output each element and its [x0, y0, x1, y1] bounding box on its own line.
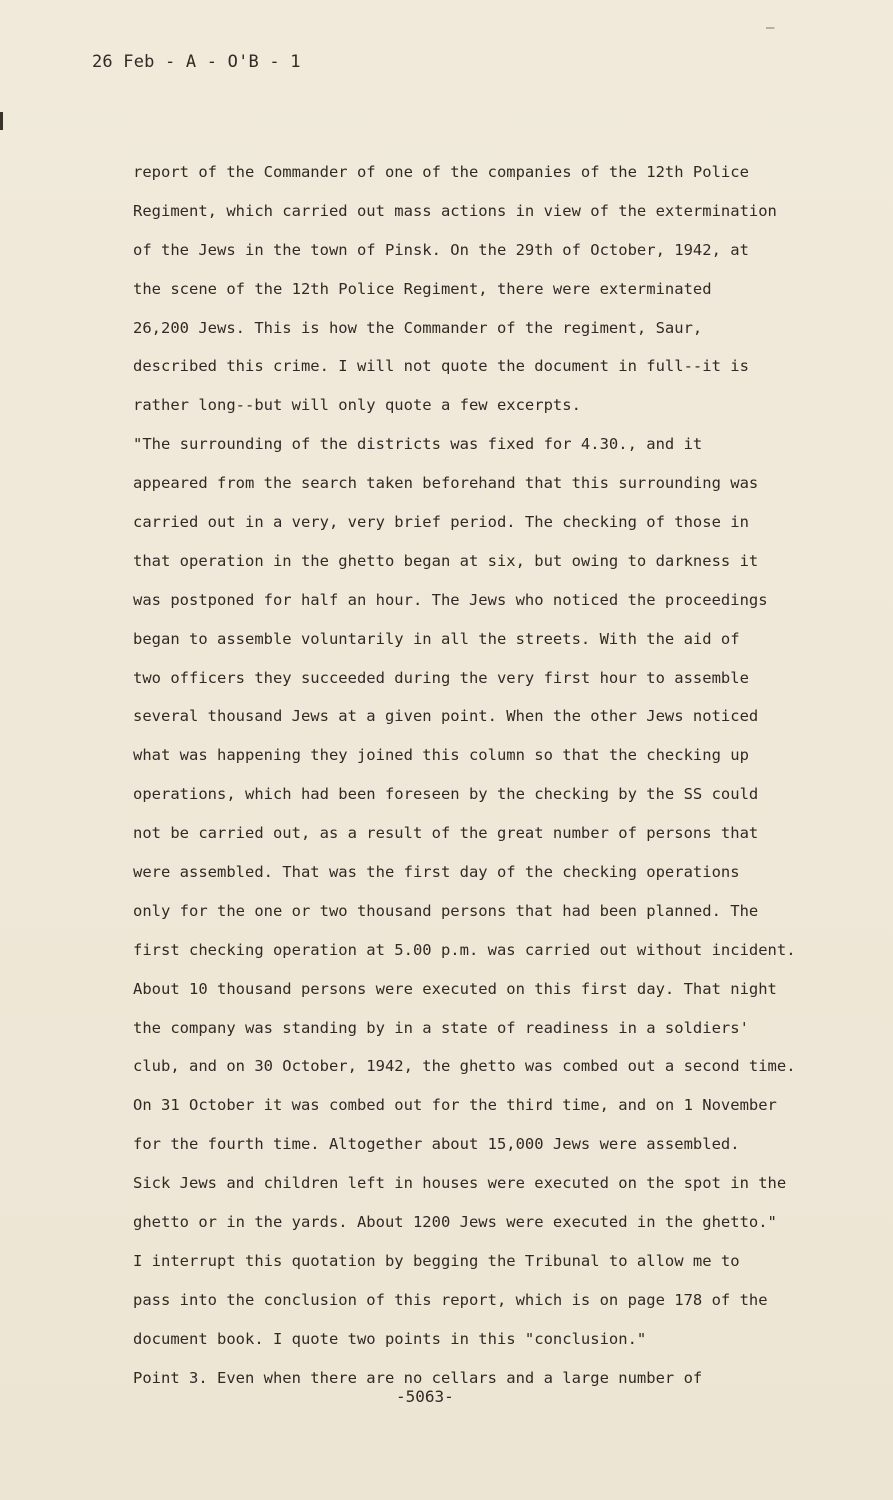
text-line: was postponed for half an hour. The Jews who noticed the proceedings — [133, 590, 768, 609]
text-line: the company was standing by in a state of readiness in a soldiers' — [133, 1018, 749, 1037]
text-line: that operation in the ghetto began at six, but owing to darkness it — [133, 551, 759, 570]
text-line: were assembled. That was the first day of the checking operations — [133, 863, 740, 882]
text-line: 26,200 Jews. This is how the Commander of the regiment, Saur, — [133, 318, 703, 337]
text-line: report of the Commander of one of the companies of the 12th Police — [133, 163, 749, 181]
text-line: what was happening they joined this column so that the checking up — [133, 746, 749, 765]
text-line: several thousand Jews at a given point. When the other Jews noticed — [133, 707, 759, 726]
text-line: of the Jews in the town of Pinsk. On the 29th of October, 1942, at — [133, 240, 749, 259]
text-line: first checking operation at 5.00 p.m. was carried out without incident. — [133, 940, 796, 959]
text-line: carried out in a very, very brief period. The checking of those in — [133, 513, 749, 532]
transcript-body — [133, 153, 823, 1398]
text-line: Sick Jews and children left in houses were executed on the spot in the — [133, 1174, 787, 1193]
text-line: rather long--but will only quote a few excerpts. — [133, 396, 581, 415]
text-line: On 31 October it was combed out for the third time, and on 1 November — [133, 1096, 777, 1115]
header-reference: 26 Feb - A - O'B - 1 — [92, 52, 301, 72]
text-line: I interrupt this quotation by begging the Tribunal to allow me to — [133, 1251, 740, 1270]
page-number: -5063- — [396, 1387, 454, 1406]
text-line: two officers they succeeded during the very first hour to assemble — [133, 668, 749, 687]
text-line: operations, which had been foreseen by the checking by the SS could — [133, 785, 759, 804]
text-line: only for the one or two thousand persons that had been planned. The — [133, 901, 759, 920]
text-line: appeared from the search taken beforehand that this surrounding was — [133, 474, 759, 493]
text-line: described this crime. I will not quote the document in full--it is — [133, 357, 749, 376]
text-line: the scene of the 12th Police Regiment, there were exterminated — [133, 279, 712, 298]
text-line: document book. I quote two points in this "conclusion." — [133, 1329, 647, 1348]
text-line: not be carried out, as a result of the great number of persons that — [133, 824, 759, 843]
text-line: Regiment, which carried out mass actions in view of the extermination — [133, 201, 777, 220]
stray-ink-mark: — — [766, 20, 775, 36]
text-line: club, and on 30 October, 1942, the ghetto was combed out a second time. — [133, 1057, 796, 1076]
text-line: About 10 thousand persons were executed on this first day. That night — [133, 979, 777, 998]
text-line: ghetto or in the yards. About 1200 Jews were executed in the ghetto." — [133, 1213, 777, 1232]
left-edge-mark — [0, 112, 3, 130]
text-line: pass into the conclusion of this report, which is on page 178 of the — [133, 1290, 768, 1309]
text-line: began to assemble voluntarily in all the streets. With the aid of — [133, 629, 740, 648]
text-line: "The surrounding of the districts was fixed for 4.30., and it — [133, 435, 703, 454]
text-line: for the fourth time. Altogether about 15,000 Jews were assembled. — [133, 1135, 740, 1154]
text-line: Point 3. Even when there are no cellars and a large number of — [133, 1368, 703, 1387]
